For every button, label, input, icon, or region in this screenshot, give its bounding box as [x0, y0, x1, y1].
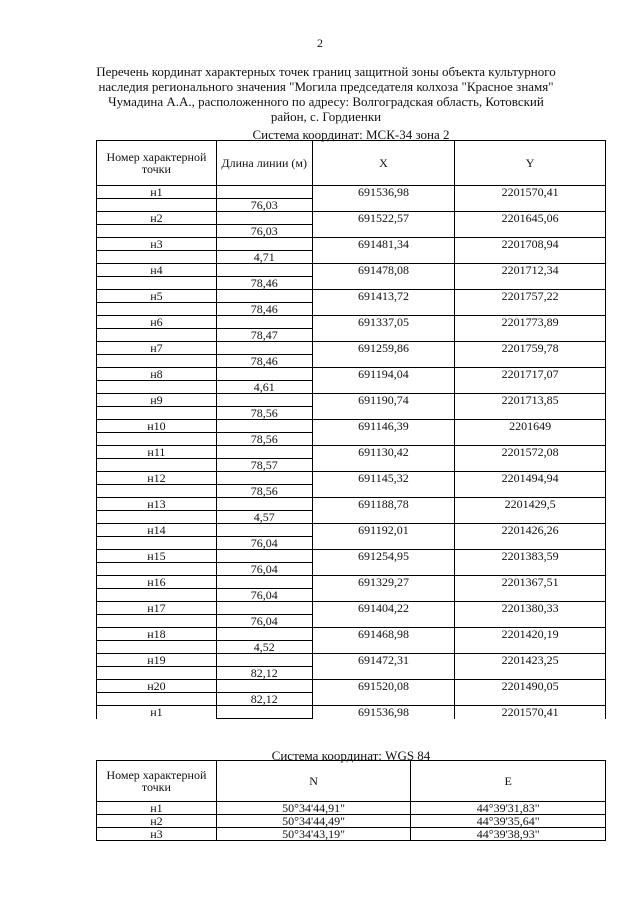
x-empty	[312, 563, 455, 576]
x-empty	[312, 641, 455, 654]
point-id: н18	[97, 628, 217, 641]
point-id: н14	[97, 524, 217, 537]
x-coordinate: 691130,42	[312, 446, 455, 459]
point-id: н16	[97, 576, 217, 589]
line-length-empty	[216, 186, 312, 199]
x-coordinate: 691536,98	[312, 706, 455, 719]
y-empty	[455, 563, 606, 576]
wgs-point-row	[97, 828, 606, 841]
x-empty	[312, 589, 455, 602]
x-coordinate: 691536,98	[312, 186, 455, 199]
x-empty	[312, 693, 455, 706]
line-length-empty	[216, 342, 312, 355]
point-id: н10	[97, 420, 217, 433]
segment-row	[97, 355, 606, 368]
point-id: н2	[97, 815, 217, 828]
point-id: н3	[97, 828, 217, 841]
y-coordinate: 2201713,85	[455, 394, 606, 407]
y-empty	[455, 303, 606, 316]
x-coordinate: 691520,08	[312, 680, 455, 693]
x-empty	[312, 381, 455, 394]
point-row	[97, 420, 606, 433]
y-coordinate: 2201712,34	[455, 264, 606, 277]
y-empty	[455, 381, 606, 394]
x-coordinate: 691190,74	[312, 394, 455, 407]
y-empty	[455, 459, 606, 472]
y-coordinate: 2201757,22	[455, 290, 606, 303]
point-row	[97, 290, 606, 303]
line-length-empty	[216, 238, 312, 251]
point-id: н15	[97, 550, 217, 563]
point-id-empty	[97, 693, 217, 706]
wgs-point-row	[97, 802, 606, 815]
line-length-empty	[216, 628, 312, 641]
x-coordinate: 691413,72	[312, 290, 455, 303]
x-empty	[312, 433, 455, 446]
segment-row	[97, 641, 606, 654]
point-row	[97, 602, 606, 615]
x-empty	[312, 329, 455, 342]
e-coordinate: 44°39'35,64"	[411, 815, 606, 828]
x-coordinate: 691254,95	[312, 550, 455, 563]
line-length: 82,12	[216, 667, 312, 680]
point-id: н17	[97, 602, 217, 615]
line-length: 4,52	[216, 641, 312, 654]
header-y: Y	[455, 141, 606, 186]
x-empty	[312, 225, 455, 238]
point-id-empty	[97, 641, 217, 654]
point-id-empty	[97, 303, 217, 316]
point-id: н4	[97, 264, 217, 277]
point-id-empty	[97, 511, 217, 524]
wgs-coordinates-table	[96, 760, 606, 841]
point-row	[97, 186, 606, 199]
y-coordinate: 2201645,06	[455, 212, 606, 225]
line-length: 82,12	[216, 693, 312, 706]
y-coordinate: 2201570,41	[455, 186, 606, 199]
line-length-empty	[216, 420, 312, 433]
line-length-empty	[216, 316, 312, 329]
line-length-empty	[216, 550, 312, 563]
segment-row	[97, 225, 606, 238]
x-coordinate: 691404,22	[312, 602, 455, 615]
point-row	[97, 342, 606, 355]
line-length-empty	[216, 654, 312, 667]
segment-row	[97, 459, 606, 472]
wgs-coordinate-system-caption: Система координат: WGS 84	[271, 748, 431, 763]
x-coordinate: 691192,01	[312, 524, 455, 537]
point-id-empty	[97, 537, 217, 550]
point-row	[97, 628, 606, 641]
y-coordinate: 2201420,19	[455, 628, 606, 641]
y-coordinate: 2201423,25	[455, 654, 606, 667]
segment-row	[97, 407, 606, 420]
line-length-empty	[216, 264, 312, 277]
line-length-empty	[216, 524, 312, 537]
point-row	[97, 368, 606, 381]
line-length-empty	[216, 576, 312, 589]
segment-row	[97, 615, 606, 628]
point-id-empty	[97, 225, 217, 238]
y-coordinate: 2201759,78	[455, 342, 606, 355]
segment-row	[97, 589, 606, 602]
point-id: н12	[97, 472, 217, 485]
x-empty	[312, 277, 455, 290]
x-coordinate: 691194,04	[312, 368, 455, 381]
point-row	[97, 264, 606, 277]
segment-row	[97, 563, 606, 576]
y-coordinate: 2201570,41	[455, 706, 606, 719]
point-id-empty	[97, 251, 217, 264]
n-coordinate: 50°34'43,19"	[216, 828, 411, 841]
x-empty	[312, 459, 455, 472]
y-empty	[455, 225, 606, 238]
point-id: н13	[97, 498, 217, 511]
segment-row	[97, 511, 606, 524]
x-coordinate: 691188,78	[312, 498, 455, 511]
line-length: 78,57	[216, 459, 312, 472]
wgs-table-body	[97, 802, 606, 841]
point-row	[97, 238, 606, 251]
y-empty	[455, 537, 606, 550]
point-id: н1	[97, 186, 217, 199]
y-empty	[455, 667, 606, 680]
segment-row	[97, 329, 606, 342]
point-id-empty	[97, 459, 217, 472]
y-coordinate: 2201572,08	[455, 446, 606, 459]
msk-coordinate-system-caption: Система координат: МСК-34 зона 2	[252, 127, 450, 142]
x-coordinate: 691478,08	[312, 264, 455, 277]
y-coordinate: 2201773,89	[455, 316, 606, 329]
x-coordinate: 691337,05	[312, 316, 455, 329]
y-coordinate: 2201426,26	[455, 524, 606, 537]
y-coordinate: 2201429,5	[455, 498, 606, 511]
line-length: 78,46	[216, 355, 312, 368]
segment-row	[97, 485, 606, 498]
point-id: н8	[97, 368, 217, 381]
msk-table-body	[97, 186, 606, 719]
x-empty	[312, 407, 455, 420]
y-coordinate: 2201490,05	[455, 680, 606, 693]
line-length-empty	[216, 680, 312, 693]
line-length-empty	[216, 212, 312, 225]
e-coordinate: 44°39'38,93"	[411, 828, 606, 841]
line-length: 78,46	[216, 277, 312, 290]
point-id-empty	[97, 355, 217, 368]
point-id: н20	[97, 680, 217, 693]
y-coordinate: 2201367,51	[455, 576, 606, 589]
x-coordinate: 691522,57	[312, 212, 455, 225]
point-row	[97, 446, 606, 459]
point-id-empty	[97, 433, 217, 446]
segment-row	[97, 381, 606, 394]
point-row	[97, 680, 606, 693]
point-id-empty	[97, 589, 217, 602]
point-row	[97, 212, 606, 225]
y-empty	[455, 641, 606, 654]
y-empty	[455, 199, 606, 212]
point-row	[97, 550, 606, 563]
point-row	[97, 316, 606, 329]
x-coordinate: 691146,39	[312, 420, 455, 433]
header-point-number: Номер характерной точки	[97, 761, 217, 802]
segment-row	[97, 303, 606, 316]
point-id: н6	[97, 316, 217, 329]
point-id-empty	[97, 199, 217, 212]
line-length: 78,46	[216, 303, 312, 316]
x-empty	[312, 537, 455, 550]
line-length-empty	[216, 394, 312, 407]
y-coordinate: 2201383,59	[455, 550, 606, 563]
point-row	[97, 706, 606, 719]
wgs-header-row	[97, 761, 606, 802]
line-length: 78,56	[216, 485, 312, 498]
x-empty	[312, 199, 455, 212]
point-id-empty	[97, 277, 217, 290]
point-id-empty	[97, 563, 217, 576]
x-empty	[312, 355, 455, 368]
line-length-empty	[216, 446, 312, 459]
n-coordinate: 50°34'44,49"	[216, 815, 411, 828]
segment-row	[97, 433, 606, 446]
segment-row	[97, 277, 606, 290]
line-length-empty	[216, 498, 312, 511]
segment-row	[97, 667, 606, 680]
segment-row	[97, 537, 606, 550]
page-number: 2	[317, 36, 323, 50]
x-empty	[312, 251, 455, 264]
x-empty	[312, 615, 455, 628]
header-point-number: Номер характерной точки	[97, 141, 217, 186]
x-empty	[312, 485, 455, 498]
x-coordinate: 691145,32	[312, 472, 455, 485]
point-id-empty	[97, 667, 217, 680]
line-length-empty	[216, 472, 312, 485]
y-coordinate: 2201708,94	[455, 238, 606, 251]
wgs-point-row	[97, 815, 606, 828]
y-empty	[455, 407, 606, 420]
point-id-empty	[97, 615, 217, 628]
y-coordinate: 2201717,07	[455, 368, 606, 381]
point-id: н19	[97, 654, 217, 667]
line-length-empty	[216, 290, 312, 303]
line-length: 76,04	[216, 589, 312, 602]
point-row	[97, 576, 606, 589]
line-length: 78,56	[216, 407, 312, 420]
line-length: 76,04	[216, 615, 312, 628]
segment-row	[97, 199, 606, 212]
x-coordinate: 691468,98	[312, 628, 455, 641]
segment-row	[97, 693, 606, 706]
header-n: N	[216, 761, 411, 802]
y-coordinate: 2201494,94	[455, 472, 606, 485]
point-id-empty	[97, 329, 217, 342]
line-length: 78,56	[216, 433, 312, 446]
x-coordinate: 691472,31	[312, 654, 455, 667]
segment-row	[97, 251, 606, 264]
x-coordinate: 691481,34	[312, 238, 455, 251]
point-id: н1	[97, 802, 217, 815]
point-row	[97, 524, 606, 537]
x-empty	[312, 303, 455, 316]
y-empty	[455, 329, 606, 342]
x-empty	[312, 511, 455, 524]
point-row	[97, 498, 606, 511]
line-length-empty	[216, 706, 312, 719]
y-empty	[455, 511, 606, 524]
point-id: н5	[97, 290, 217, 303]
line-length: 4,71	[216, 251, 312, 264]
y-empty	[455, 485, 606, 498]
line-length: 76,03	[216, 199, 312, 212]
y-empty	[455, 693, 606, 706]
line-length: 4,57	[216, 511, 312, 524]
line-length: 78,47	[216, 329, 312, 342]
msk-header-row	[97, 141, 606, 186]
x-coordinate: 691259,86	[312, 342, 455, 355]
point-id-empty	[97, 407, 217, 420]
line-length-empty	[216, 602, 312, 615]
header-line-length: Длина линии (м)	[216, 141, 312, 186]
line-length: 76,04	[216, 537, 312, 550]
y-empty	[455, 277, 606, 290]
line-length: 4,61	[216, 381, 312, 394]
line-length-empty	[216, 368, 312, 381]
point-id-empty	[97, 485, 217, 498]
x-coordinate: 691329,27	[312, 576, 455, 589]
point-id: н3	[97, 238, 217, 251]
y-empty	[455, 615, 606, 628]
point-row	[97, 654, 606, 667]
point-id: н11	[97, 446, 217, 459]
point-row	[97, 472, 606, 485]
document-title: Перечень кординат характерных точек границ защитной зоны объекта культурного наследия регионального значения "Могила председателя колхоза "Красное знамя" Чумадина А.А., расположенного по адресу: Волгоградская область, Котовский район, с. Гордиенки	[96, 64, 556, 124]
e-coordinate: 44°39'31,83"	[411, 802, 606, 815]
point-id: н7	[97, 342, 217, 355]
n-coordinate: 50°34'44,91"	[216, 802, 411, 815]
msk-coordinates-table	[96, 140, 606, 719]
y-empty	[455, 589, 606, 602]
header-x: X	[312, 141, 455, 186]
x-empty	[312, 667, 455, 680]
point-id: н9	[97, 394, 217, 407]
y-empty	[455, 251, 606, 264]
y-empty	[455, 433, 606, 446]
point-id-empty	[97, 381, 217, 394]
line-length: 76,04	[216, 563, 312, 576]
point-row	[97, 394, 606, 407]
point-id: н2	[97, 212, 217, 225]
point-id: н1	[97, 706, 217, 719]
line-length: 76,03	[216, 225, 312, 238]
y-empty	[455, 355, 606, 368]
y-coordinate: 2201380,33	[455, 602, 606, 615]
header-e: E	[411, 761, 606, 802]
y-coordinate: 2201649	[455, 420, 606, 433]
